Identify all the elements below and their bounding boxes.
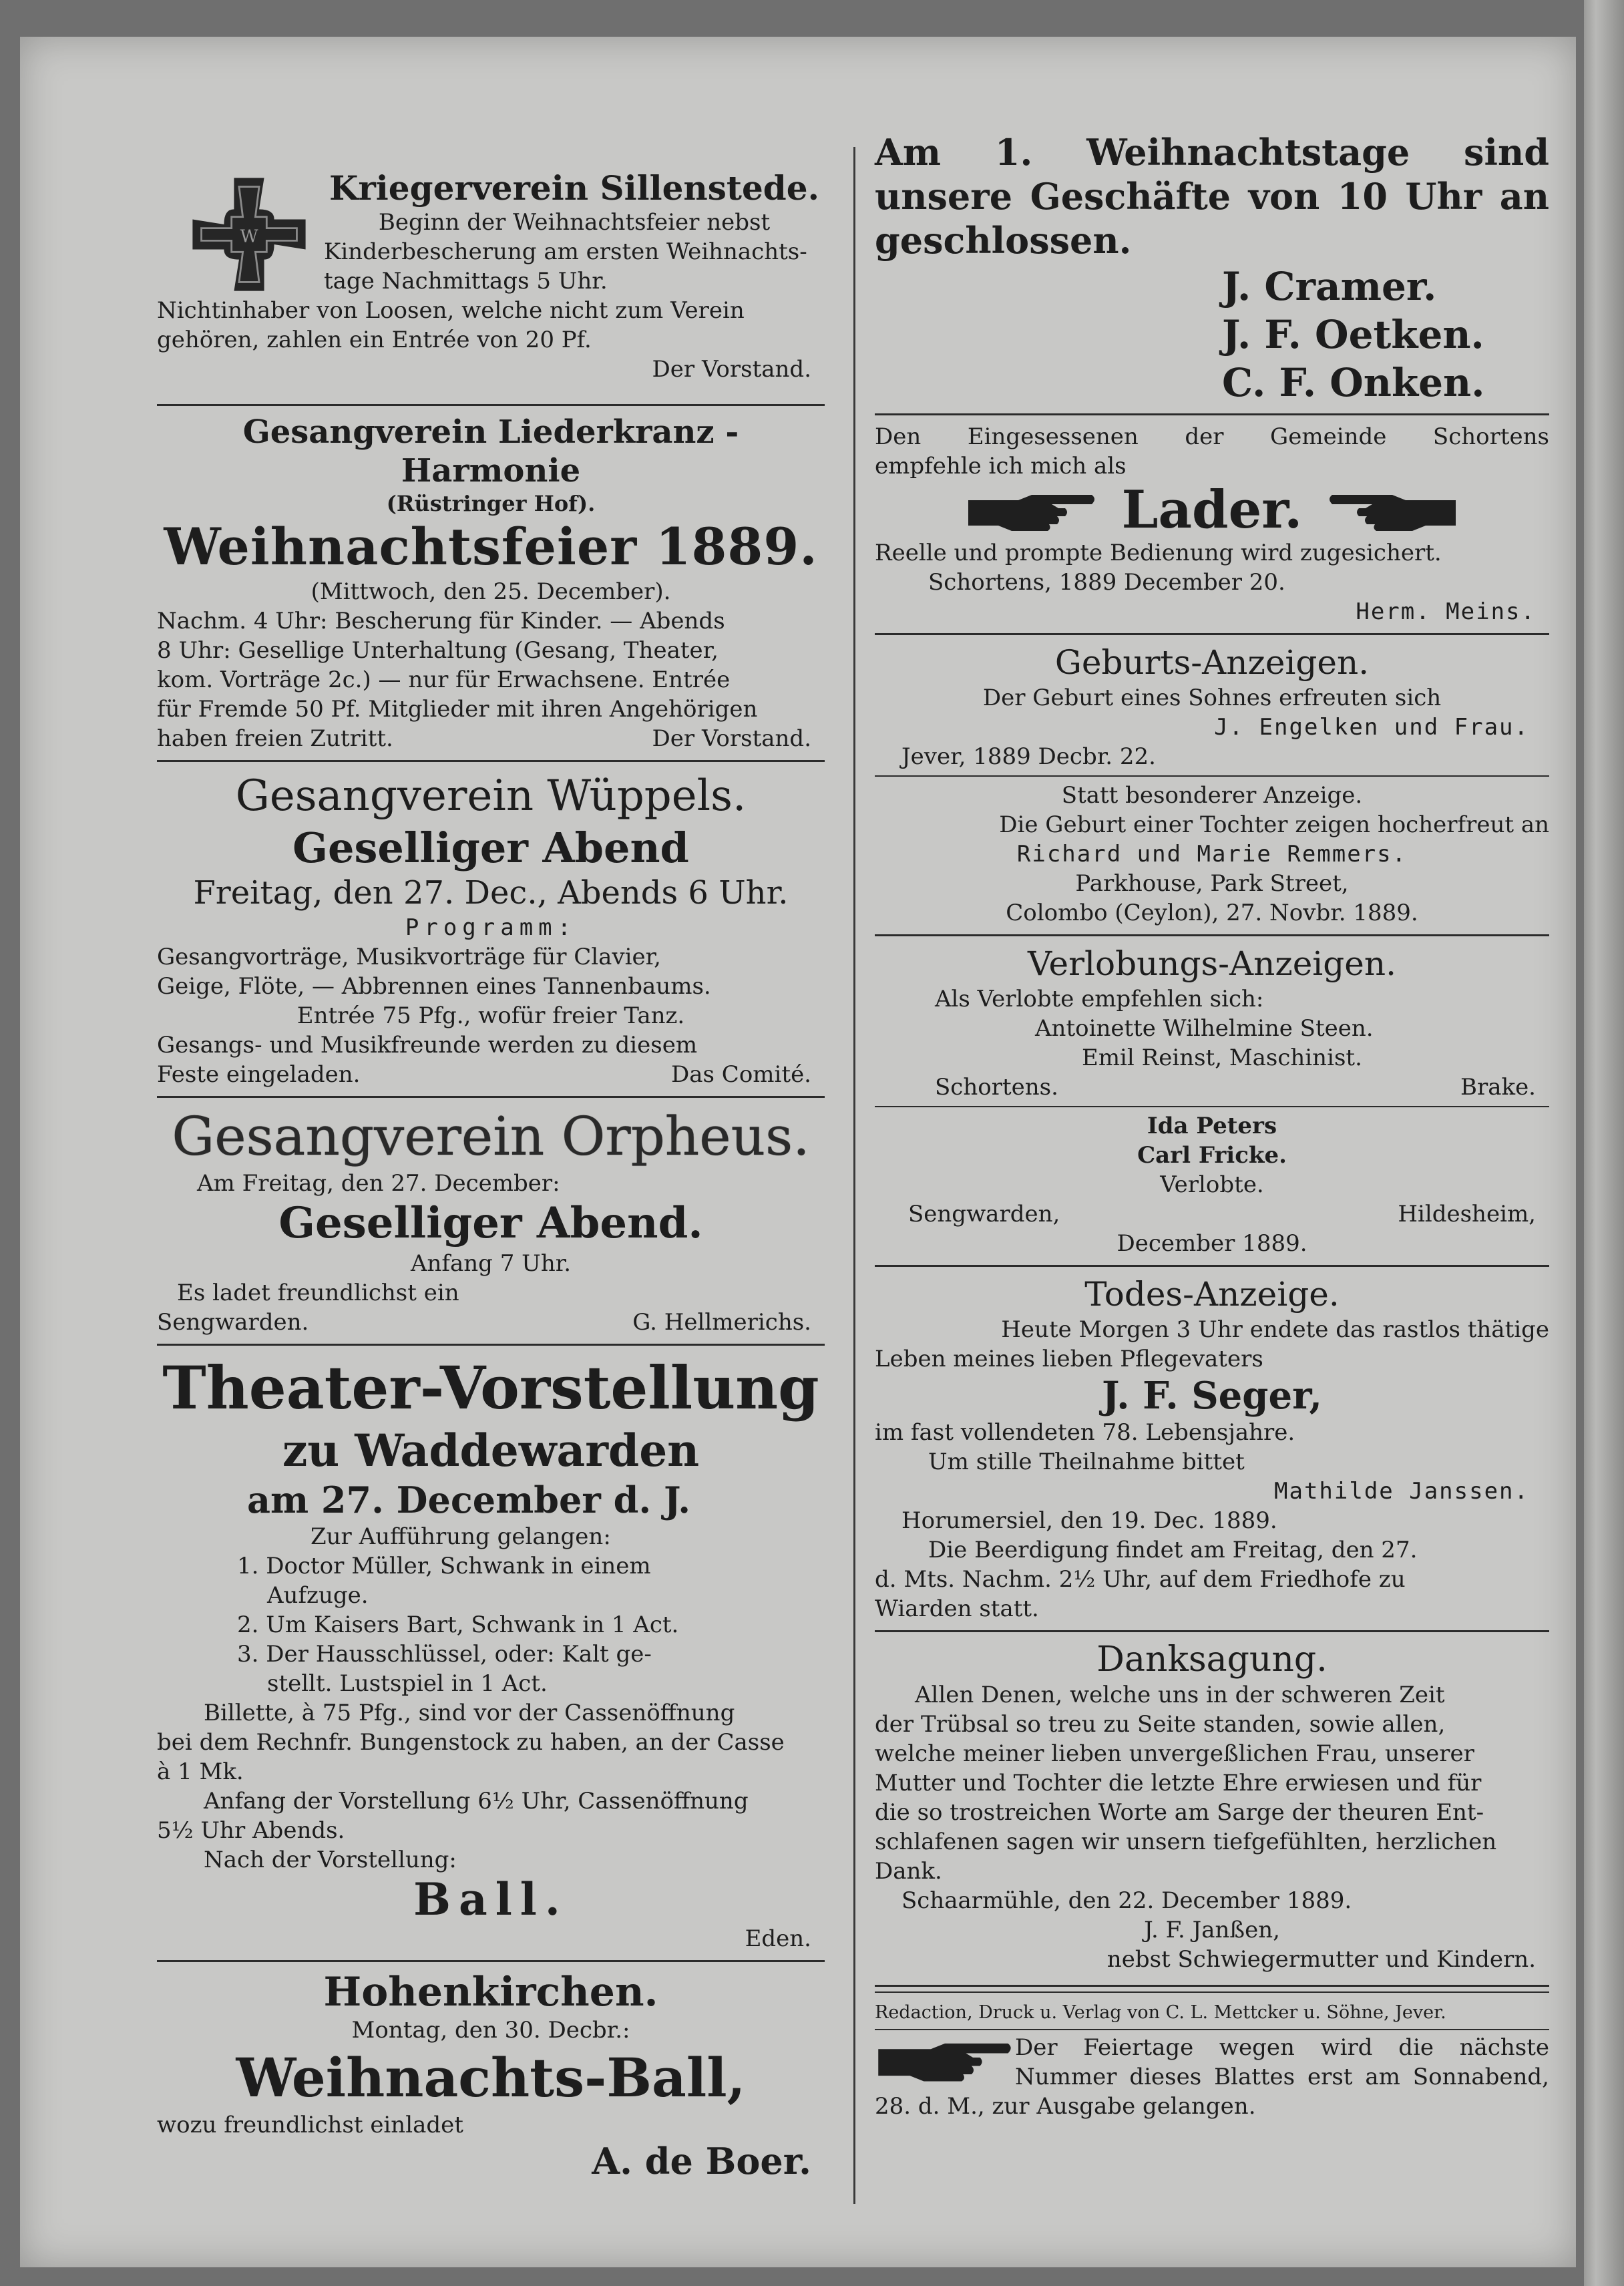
text-line: der Trübsal so treu zu Seite standen, sowie allen, bbox=[875, 1711, 1446, 1738]
separator-rule bbox=[157, 760, 825, 762]
ad-thanks bbox=[875, 1639, 1549, 1974]
ad-signature: G. Hellmerichs. bbox=[632, 1309, 811, 1336]
page-edge bbox=[1584, 0, 1624, 2286]
program-item: Aufzuge. bbox=[267, 1582, 369, 1609]
ad-headline: Lader. bbox=[1121, 479, 1303, 540]
ad-title: Kriegerverein Sillenstede. bbox=[329, 168, 819, 208]
text-line: Programm: bbox=[405, 914, 577, 941]
text-line: Nach der Vorstellung: bbox=[204, 1847, 457, 1873]
ad-title: Theater-Vorstellung bbox=[162, 1353, 819, 1422]
text-line: December 1889. bbox=[1116, 1230, 1307, 1257]
ad-signature: Der Vorstand. bbox=[652, 725, 811, 752]
separator-rule bbox=[875, 1630, 1549, 1632]
text-line: Mutter und Tochter die letzte Ehre erwiesen und für bbox=[875, 1770, 1482, 1796]
separator-rule bbox=[875, 413, 1549, 415]
text-line: haben freien Zutritt. bbox=[157, 725, 393, 752]
ad-signature: Herm. Meins. bbox=[1356, 598, 1536, 625]
text-line: bei dem Rechnfr. Bungenstock zu haben, an der Casse bbox=[157, 1729, 785, 1756]
text-line: empfehle ich mich als bbox=[875, 453, 1127, 480]
business-name: J. Cramer. bbox=[1222, 264, 1437, 309]
ad-signature: Mathilde Janssen. bbox=[1274, 1478, 1529, 1505]
text-line: Parkhouse, Park Street, bbox=[1075, 870, 1349, 897]
text-line: Reelle und prompte Bedienung wird zugesichert. bbox=[875, 540, 1442, 566]
text-line: Wiarden statt. bbox=[875, 1595, 1039, 1622]
ad-headline: Ball. bbox=[413, 1873, 568, 1925]
text-line: Emil Reinst, Maschinist. bbox=[1082, 1044, 1362, 1071]
ad-title: Gesangverein Orpheus. bbox=[172, 1105, 810, 1167]
text-line: die so trostreichen Worte am Sarge der theuren Ent- bbox=[875, 1799, 1484, 1826]
section-title: Verlobungs-Anzeigen. bbox=[1027, 944, 1396, 983]
right-column bbox=[875, 130, 1549, 2121]
separator-rule bbox=[875, 934, 1549, 936]
ad-subtitle: (Rüstringer Hof). bbox=[386, 491, 596, 516]
text-line: Colombo (Ceylon), 27. Novbr. 1889. bbox=[1006, 900, 1418, 926]
text-line: Der Geburt eines Sohnes erfreuten sich bbox=[982, 685, 1442, 711]
separator-rule bbox=[157, 404, 825, 406]
text-line: gehören, zahlen ein Entrée von 20 Pf. bbox=[157, 327, 592, 353]
ad-headline: Weihnachtsfeier 1889. bbox=[164, 517, 818, 576]
text-line: geschlossen. bbox=[875, 219, 1132, 262]
text-line: Beginn der Weihnachtsfeier nebst bbox=[378, 209, 771, 236]
text-line: Billette, à 75 Pfg., sind vor der Cassenöffnung bbox=[204, 1700, 735, 1726]
ad-signature: Das Comité. bbox=[671, 1061, 811, 1088]
separator-rule bbox=[157, 1344, 825, 1346]
pointing-hand-right-icon bbox=[875, 2033, 1015, 2086]
ad-headline: Geselliger Abend. bbox=[278, 1198, 703, 1248]
text-line: kom. Vorträge 2c.) — nur für Erwachsene. Entrée bbox=[157, 666, 731, 693]
text-line: Schortens, 1889 December 20. bbox=[928, 569, 1285, 596]
program-item: 1. Doctor Müller, Schwank in einem bbox=[237, 1553, 651, 1579]
text-line: Die Geburt einer Tochter zeigen hocherfreut an bbox=[999, 811, 1549, 838]
ad-signature: J. F. Janßen, bbox=[1144, 1917, 1280, 1943]
ad-title: Gesangverein Liederkranz - Harmonie bbox=[242, 413, 739, 490]
ad-signature: Der Vorstand. bbox=[652, 356, 811, 383]
separator-rule bbox=[875, 2029, 1549, 2030]
ad-holiday-closing bbox=[875, 130, 1549, 407]
text-line: à 1 Mk. bbox=[157, 1758, 244, 1785]
text-line: Jever, 1889 Decbr. 22. bbox=[901, 743, 1156, 770]
text-line: Zur Aufführung gelangen: bbox=[311, 1523, 611, 1550]
text-line: d. Mts. Nachm. 2½ Uhr, auf dem Friedhofe zu bbox=[875, 1566, 1406, 1593]
section-title: Geburts-Anzeigen. bbox=[1054, 643, 1370, 682]
text-line: Der Feiertage wegen wird die nächste bbox=[1015, 2034, 1549, 2061]
text-line: Um stille Theilnahme bittet bbox=[928, 1449, 1245, 1475]
text-line: Gesangs- und Musikfreunde werden zu diesem bbox=[157, 1032, 698, 1059]
text-line: Sengwarden, bbox=[908, 1201, 1060, 1227]
program-item: stellt. Lustspiel in 1 Act. bbox=[267, 1670, 548, 1697]
text-line: Nichtinhaber von Loosen, welche nicht zum Verein bbox=[157, 297, 745, 324]
text-line: Kinderbescherung am ersten Weihnachts- bbox=[324, 238, 807, 265]
text-line: Richard und Marie Remmers. bbox=[1016, 841, 1408, 868]
text-line: 28. d. M., zur Ausgabe gelangen. bbox=[875, 2093, 1256, 2120]
text-line: unsere Geschäfte von 10 Uhr an bbox=[875, 175, 1549, 218]
text-line: Den Eingesessenen der Gemeinde Schortens bbox=[875, 423, 1549, 450]
text-line: Schortens. bbox=[935, 1074, 1058, 1101]
ad-theater bbox=[157, 1352, 825, 1953]
text-line: Anfang der Vorstellung 6½ Uhr, Cassenöffnung bbox=[204, 1788, 749, 1815]
ad-signature: A. de Boer. bbox=[592, 2140, 811, 2182]
text-line: Hildesheim, bbox=[1398, 1201, 1536, 1227]
business-name: J. F. Oetken. bbox=[1222, 312, 1484, 357]
person-name: Ida Peters bbox=[1147, 1113, 1277, 1139]
separator-rule bbox=[875, 1265, 1549, 1267]
pointing-hand-left-icon bbox=[1326, 487, 1459, 534]
text-line: Schaarmühle, den 22. December 1889. bbox=[901, 1887, 1352, 1914]
person-name: Carl Fricke. bbox=[1137, 1142, 1287, 1169]
program-item: 2. Um Kaisers Bart, Schwank in 1 Act. bbox=[237, 1611, 679, 1638]
text-line: Nachm. 4 Uhr: Bescherung für Kinder. — Abends bbox=[157, 608, 725, 634]
program-item: 3. Der Hausschlüssel, oder: Kalt ge- bbox=[237, 1641, 652, 1668]
ad-lader bbox=[875, 422, 1549, 626]
text-line: Anfang 7 Uhr. bbox=[410, 1250, 572, 1277]
text-line: tage Nachmittags 5 Uhr. bbox=[324, 268, 608, 295]
ad-hohenkirchen bbox=[157, 1969, 825, 2182]
text-line: 8 Uhr: Gesellige Unterhaltung (Gesang, Theater, bbox=[157, 637, 719, 664]
text-line: Die Beerdigung findet am Freitag, den 27. bbox=[928, 1537, 1418, 1563]
text-line: Horumersiel, den 19. Dec. 1889. bbox=[901, 1507, 1277, 1534]
ad-signature: nebst Schwiegermutter und Kindern. bbox=[1106, 1946, 1536, 1973]
separator-rule bbox=[157, 1096, 825, 1098]
text-line: Als Verlobte empfehlen sich: bbox=[935, 986, 1264, 1012]
text-line: im fast vollendeten 78. Lebensjahre. bbox=[875, 1419, 1295, 1446]
text-line: Feste eingeladen. bbox=[157, 1061, 361, 1088]
text-line: Gesangvorträge, Musikvorträge für Clavier, bbox=[157, 944, 661, 970]
ad-title: Gesangverein Wüppels. bbox=[235, 771, 747, 821]
business-name: C. F. Onken. bbox=[1222, 360, 1485, 405]
footer-notice bbox=[875, 1999, 1549, 2121]
ad-kriegerverein bbox=[157, 130, 825, 397]
separator-rule bbox=[875, 1985, 1549, 1993]
pointing-hand-right-icon bbox=[965, 487, 1098, 534]
text-line: Heute Morgen 3 Uhr endete das rastlos thätige bbox=[1001, 1316, 1549, 1343]
separator-rule bbox=[157, 1960, 825, 1962]
text-line: Montag, den 30. Decbr.: bbox=[351, 2017, 630, 2044]
ad-signature: Eden. bbox=[745, 1925, 811, 1952]
separator-rule bbox=[875, 633, 1549, 635]
ad-orpheus bbox=[157, 1105, 825, 1337]
text-line: Antoinette Wilhelmine Steen. bbox=[1035, 1015, 1374, 1042]
left-column bbox=[157, 130, 825, 2182]
text-line: für Fremde 50 Pf. Mitglieder mit ihren Angehörigen bbox=[157, 696, 758, 723]
imprint: Redaction, Druck u. Verlag von C. L. Mettcker u. Söhne, Jever. bbox=[875, 2002, 1446, 2023]
text-line: Verlobte. bbox=[1160, 1171, 1264, 1198]
text-line: Allen Denen, welche uns in der schweren Zeit bbox=[915, 1682, 1445, 1708]
separator-rule bbox=[875, 775, 1549, 777]
text-line: Statt besonderer Anzeige. bbox=[1061, 782, 1363, 809]
separator-rule bbox=[875, 1106, 1549, 1107]
text-line: J. Engelken und Frau. bbox=[1214, 714, 1529, 741]
text-line: Am Freitag, den 27. December: bbox=[197, 1170, 560, 1197]
text-line: Es ladet freundlichst ein bbox=[177, 1280, 459, 1306]
text-line: schlafenen sagen wir unsern tiefgefühlten, herzlichen bbox=[875, 1829, 1497, 1855]
ad-death-notice bbox=[875, 1274, 1549, 1624]
ad-date: am 27. December d. J. bbox=[247, 1479, 691, 1521]
column-divider bbox=[853, 147, 855, 2204]
text-line: wozu freundlichst einladet bbox=[157, 2112, 463, 2138]
text-line: Geige, Flöte, — Abbrennen eines Tannenbaums. bbox=[157, 973, 711, 1000]
ad-wueppels bbox=[157, 769, 825, 1089]
ad-place: zu Waddewarden bbox=[282, 1424, 700, 1477]
ad-headline: Geselliger Abend bbox=[292, 823, 689, 872]
ad-title: Hohenkirchen. bbox=[323, 1969, 658, 2016]
iron-cross-icon bbox=[186, 172, 312, 297]
text-line: Am 1. Weihnachtstage sind bbox=[875, 131, 1549, 174]
text-line: Nummer dieses Blattes erst am Sonnabend, bbox=[1015, 2064, 1549, 2090]
text-line: Entrée 75 Pfg., wofür freier Tanz. bbox=[296, 1002, 685, 1029]
text-line: Sengwarden. bbox=[157, 1309, 309, 1336]
text-line: Brake. bbox=[1460, 1074, 1536, 1101]
person-name: J. F. Seger, bbox=[1101, 1374, 1323, 1418]
ad-engagements bbox=[875, 943, 1549, 1258]
section-title: Danksagung. bbox=[1096, 1640, 1328, 1680]
ad-date: Freitag, den 27. Dec., Abends 6 Uhr. bbox=[193, 874, 789, 912]
ad-headline: Weihnachts-Ball, bbox=[236, 2046, 746, 2109]
newspaper-page bbox=[20, 37, 1576, 2267]
ad-birth-notices bbox=[875, 642, 1549, 928]
text-line: Dank. bbox=[875, 1858, 942, 1885]
text-line: Leben meines lieben Pflegevaters bbox=[875, 1346, 1263, 1372]
ad-liederkranz bbox=[157, 413, 825, 753]
svg-text:W: W bbox=[240, 226, 258, 247]
text-line: 5½ Uhr Abends. bbox=[157, 1817, 345, 1844]
section-title: Todes-Anzeige. bbox=[1084, 1275, 1340, 1314]
text-line: (Mittwoch, den 25. December). bbox=[311, 578, 671, 605]
text-line: welche meiner lieben unvergeßlichen Frau, unserer bbox=[875, 1740, 1474, 1767]
